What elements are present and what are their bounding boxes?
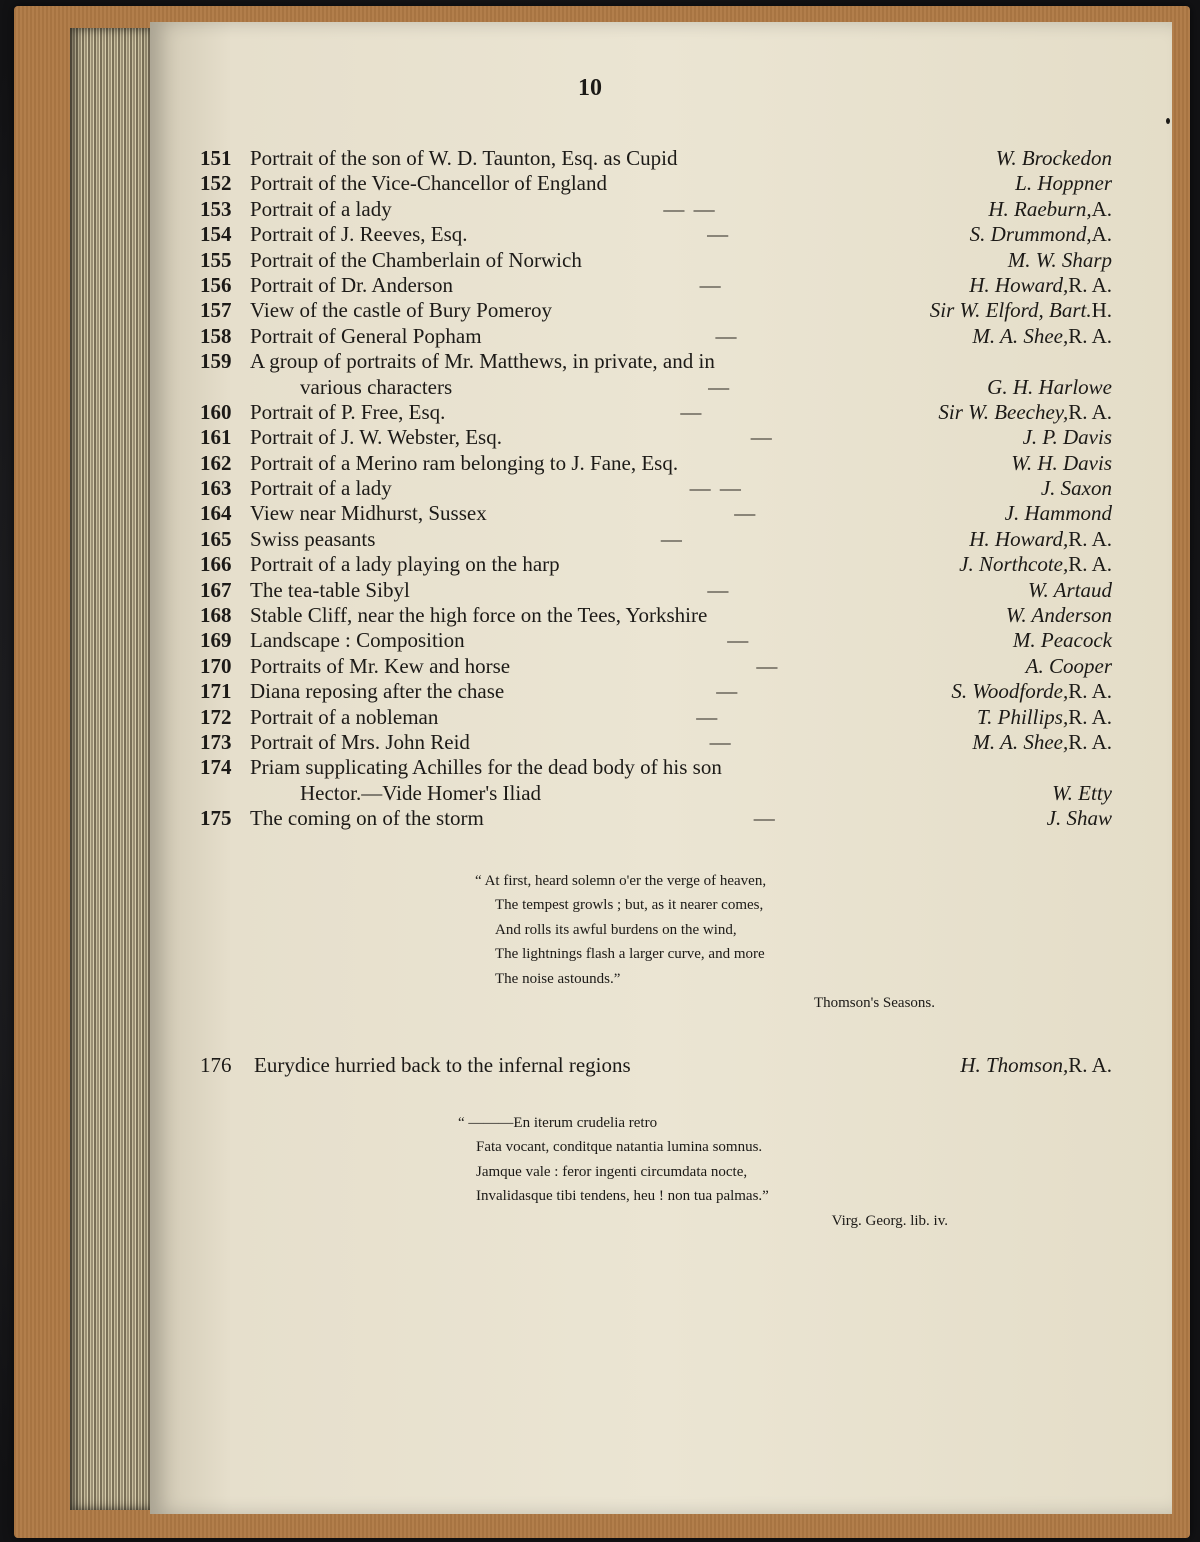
entry-number: 158 (200, 323, 232, 348)
entry-title: Portrait of a lady (250, 476, 392, 501)
poem-line: And rolls its awful burdens on the wind, (495, 921, 737, 938)
entry-number: 162 (200, 450, 232, 475)
entry-artist: S. Drummond, (969, 222, 1092, 247)
entry-dash: — (696, 704, 720, 729)
entry-artist: T. Phillips, (977, 704, 1069, 729)
entry-number: 161 (200, 425, 232, 450)
entry-artist: W. Artaud (1027, 577, 1112, 602)
entry-number: 175 (200, 806, 232, 831)
catalogue-entry (200, 730, 1112, 755)
entry-title-continued: various characters (300, 374, 453, 399)
entry-title: Portrait of a nobleman (250, 704, 439, 729)
entry-title: Portrait of the son of W. D. Taunton, Esq. as Cupid (250, 146, 678, 170)
entry-dash: — (753, 806, 777, 831)
entry-number: 151 (200, 146, 232, 170)
entry-title: View of the castle of Bury Pomeroy (250, 298, 552, 323)
entry-artist: Sir W. Elford, Bart. (929, 298, 1092, 323)
catalogue-entry (200, 806, 1112, 831)
entry-dash: — (709, 729, 733, 754)
poem-line: The tempest growls ; but, as it nearer comes, (495, 897, 764, 914)
entry-artist: W. Etty (1052, 780, 1112, 805)
poem-line: “ At first, heard solemn o'er the verge of heaven, (475, 873, 767, 889)
entry-artist: M. W. Sharp (1007, 247, 1112, 272)
ink-mark (1166, 118, 1170, 124)
catalogue-entry (200, 248, 1112, 273)
entry-title: The coming on of the storm (250, 806, 484, 831)
entry-title: Portrait of P. Free, Esq. (250, 399, 446, 424)
entry-title: Portrait of Dr. Anderson (250, 272, 453, 297)
entry-number: 173 (200, 729, 232, 754)
entry-dash: — (707, 577, 731, 602)
page-number: 10 (578, 75, 602, 101)
poem-line: Invalidasque tibi tendens, heu ! non tua palmas.” (476, 1188, 769, 1205)
catalogue-entry (200, 552, 1112, 577)
entry-artist: J. Saxon (1040, 476, 1112, 501)
catalogue-entry (200, 755, 1112, 806)
entry-number: 176 (200, 1053, 232, 1077)
poem-line: “ ———En iterum crudelia retro (458, 1115, 658, 1131)
catalogue-entry (200, 527, 1112, 552)
entry-number: 156 (200, 272, 232, 297)
entry-number: 160 (200, 399, 232, 424)
catalogue-entry-176 (200, 1053, 1112, 1078)
entry-number: 152 (200, 171, 232, 196)
catalogue-entry (200, 603, 1112, 628)
entry-rank: R. A. (1068, 272, 1112, 297)
entry-dash: — (734, 501, 758, 526)
entry-dash: — (660, 526, 684, 551)
poem-attribution: Thomson's Seasons. (813, 995, 935, 1012)
entry-artist: Sir W. Beechey, (938, 399, 1069, 424)
entry-rank: A. (1091, 196, 1112, 221)
entry-number: 157 (200, 298, 232, 323)
entry-artist: M. A. Shee, (972, 729, 1069, 754)
catalogue-entry (200, 324, 1112, 349)
entry-number: 155 (200, 247, 232, 272)
entry-artist: S. Woodforde, (951, 679, 1069, 704)
poem-thomson (475, 869, 935, 1015)
catalogue-entry (200, 679, 1112, 704)
entry-number: 172 (200, 704, 232, 729)
entry-title: Swiss peasants (250, 526, 376, 551)
entry-title: Portrait of Mrs. John Reid (250, 729, 470, 754)
entry-artist: G. H. Harlowe (987, 374, 1112, 399)
poem-attribution: Virg. Georg. lib. iv. (831, 1212, 948, 1229)
entry-rank: R. A. (1068, 729, 1112, 754)
entry-artist: M. A. Shee, (972, 323, 1069, 348)
entry-rank: R. A. (1068, 679, 1112, 704)
entry-dash: — — (663, 196, 717, 221)
entry-title: Portrait of a lady (250, 196, 392, 221)
entry-number: 164 (200, 501, 232, 526)
entry-number: 163 (200, 476, 232, 501)
entry-title: Portrait of a Merino ram belonging to J. Fane, Esq. (250, 450, 679, 475)
entry-rank: H. (1091, 298, 1112, 323)
entry-title: Portrait of J. Reeves, Esq. (250, 222, 468, 247)
entry-dash: — (750, 425, 774, 450)
entry-title: View near Midhurst, Sussex (250, 501, 487, 526)
entry-artist: L. Hoppner (1015, 171, 1112, 196)
entry-title: Portraits of Mr. Kew and horse (250, 653, 511, 678)
entry-artist: W. Anderson (1005, 603, 1112, 628)
entry-artist: J. Northcote, (959, 552, 1069, 577)
entry-dash: — (708, 374, 732, 399)
poem-virgil (458, 1111, 958, 1233)
entry-rank: R. A. (1068, 323, 1112, 348)
entry-title: Portrait of a lady playing on the harp (250, 552, 560, 577)
entry-title: Portrait of General Popham (250, 323, 482, 348)
entry-title: Eurydice hurried back to the infernal regions (254, 1053, 631, 1077)
entry-dash: — (716, 679, 740, 704)
entry-artist: H. Raeburn, (988, 196, 1092, 221)
poem-line: The noise astounds.” (495, 970, 621, 987)
catalogue-entry (200, 273, 1112, 298)
entry-number: 167 (200, 577, 232, 602)
entry-title: Portrait of the Vice-Chancellor of England (250, 171, 607, 196)
catalogue-entry (200, 654, 1112, 679)
entry-title: A group of portraits of Mr. Matthews, in private, and in (250, 349, 715, 374)
catalogue-entry (200, 501, 1112, 526)
catalogue-entry (200, 451, 1112, 476)
entry-title: Stable Cliff, near the high force on the Tees, Yorkshire (250, 603, 708, 628)
entry-dash: — (715, 323, 739, 348)
entry-dash: — (756, 653, 780, 678)
entry-number: 170 (200, 653, 232, 678)
entry-title: Portrait of J. W. Webster, Esq. (250, 425, 502, 450)
entry-dash: — (699, 272, 723, 297)
entry-dash: — (727, 628, 751, 653)
entry-artist: J. Hammond (1004, 501, 1112, 526)
entry-rank: R. A. (1068, 1053, 1112, 1077)
catalogue-entry (200, 349, 1112, 400)
entry-number: 165 (200, 526, 232, 551)
entry-artist: H. Thomson, (960, 1053, 1069, 1077)
entry-number: 168 (200, 603, 232, 628)
entry-title: Landscape : Composition (250, 628, 465, 653)
entry-artist: A. Cooper (1025, 653, 1112, 678)
entry-rank: R. A. (1068, 704, 1112, 729)
entry-number: 153 (200, 196, 232, 221)
catalogue-entry (200, 425, 1112, 450)
poem-line: The lightnings flash a larger curve, and more (495, 946, 765, 963)
entry-artist: H. Howard, (969, 272, 1069, 297)
entry-title: The tea-table Sibyl (250, 577, 410, 602)
catalogue-entry (200, 197, 1112, 222)
catalogue-list (200, 146, 1112, 832)
entry-number: 169 (200, 628, 232, 653)
entry-number: 171 (200, 679, 232, 704)
entry-artist: W. H. Davis (1011, 450, 1112, 475)
entry-rank: R. A. (1068, 526, 1112, 551)
catalogue-entry (200, 222, 1112, 247)
entry-dash: — (680, 399, 704, 424)
poem-line: Fata vocant, conditque natantia lumina somnus. (476, 1139, 763, 1156)
entry-dash: — (707, 222, 731, 247)
entry-dash: — — (689, 476, 743, 501)
entry-number: 154 (200, 222, 232, 247)
poem-line: Jamque vale : feror ingenti circumdata nocte, (476, 1163, 748, 1180)
entry-title: Portrait of the Chamberlain of Norwich (250, 247, 582, 272)
entry-artist: M. Peacock (1012, 628, 1112, 653)
catalogue-entry (200, 578, 1112, 603)
page-edges (70, 28, 160, 1510)
entry-title: Priam supplicating Achilles for the dead body of his son (250, 755, 722, 780)
catalogue-entry (200, 298, 1112, 323)
catalogue-entry (200, 628, 1112, 653)
entry-number: 159 (200, 349, 232, 374)
entry-artist: H. Howard, (969, 526, 1069, 551)
entry-title-continued: Hector.—Vide Homer's Iliad (300, 780, 542, 805)
catalogue-entry (200, 476, 1112, 501)
catalogue-entry (200, 400, 1112, 425)
catalogue-entry (200, 705, 1112, 730)
entry-title: Diana reposing after the chase (250, 679, 505, 704)
entry-number: 174 (200, 755, 232, 780)
entry-rank: A. (1091, 222, 1112, 247)
catalogue-entry (200, 146, 1112, 171)
entry-artist: J. Shaw (1046, 806, 1112, 831)
entry-rank: R. A. (1068, 552, 1112, 577)
entry-artist: W. Brockedon (995, 146, 1112, 170)
entry-rank: R. A. (1068, 399, 1112, 424)
catalogue-entry (200, 171, 1112, 196)
entry-number: 166 (200, 552, 232, 577)
entry-artist: J. P. Davis (1022, 425, 1112, 450)
